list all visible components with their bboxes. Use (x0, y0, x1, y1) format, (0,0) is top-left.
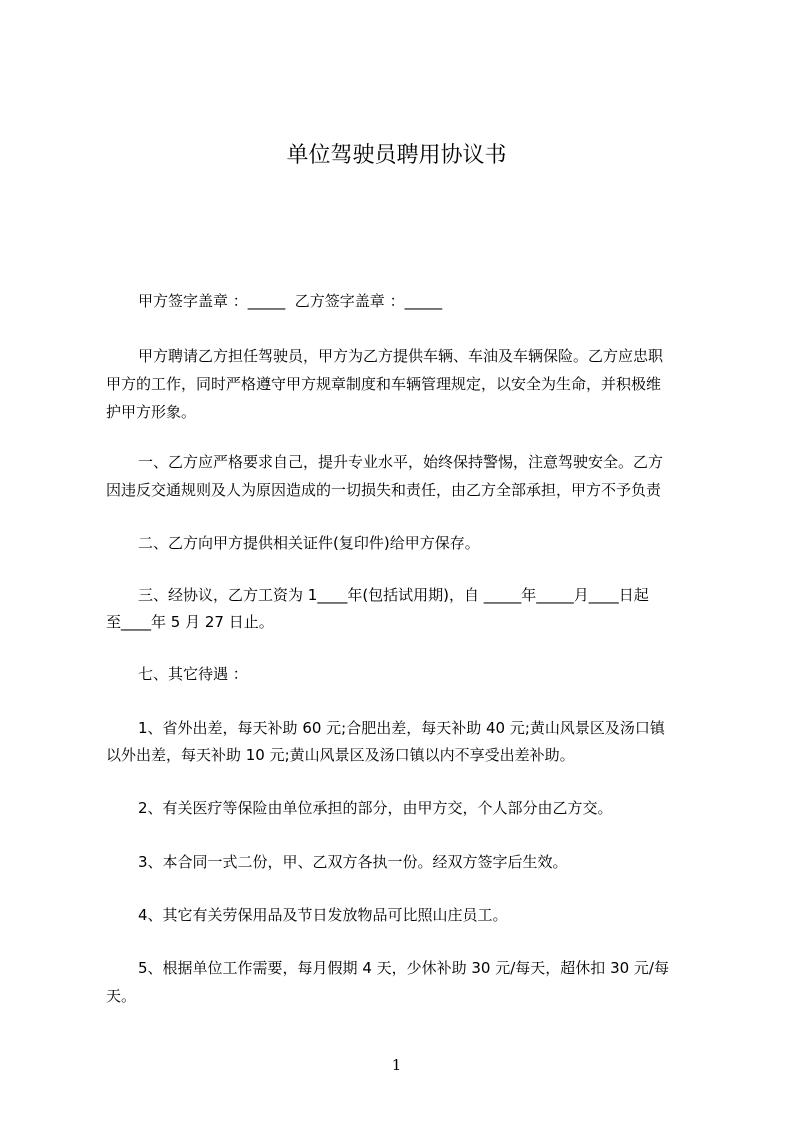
item-3: 3、本合同一式二份，甲、乙双方各执一份。经双方签字后生效。 (138, 853, 568, 871)
item-2: 2、有关医疗等保险由单位承担的部分，由甲方交，个人部分由乙方交。 (138, 799, 613, 817)
item-1-line-1: 1、省外出差，每天补助 60 元;合肥出差，每天补助 40 元;黄山风景区及汤口镇 (138, 719, 665, 737)
document-title: 单位驾驶员聘用协议书 (286, 143, 507, 168)
intro-line-1: 甲方聘请乙方担任驾驶员，甲方为乙方提供车辆、车油及车辆保险。乙方应忠职 (138, 347, 664, 365)
item-5-line-1: 5、根据单位工作需要，每月假期 4 天，少休补助 30 元/每天，超休扣 30 元/每 (138, 959, 669, 977)
clause-1-line-2: 因违反交通规则及人为原因造成的一切损失和责任，由乙方全部承担，甲方不予负责 (106, 481, 662, 499)
intro-line-3: 护甲方形象。 (106, 403, 197, 421)
clause-2: 二、乙方向甲方提供相关证件(复印件)给甲方保存。 (138, 534, 480, 552)
item-4: 4、其它有关劳保用品及节日发放物品可比照山庄员工。 (138, 906, 508, 924)
clause-3-line-1: 三、经协议，乙方工资为 1____年(包括试用期)，自 _____年_____月____日起 (138, 586, 649, 604)
clause-3-line-2: 至____年 5 月 27 日止。 (106, 613, 274, 631)
page-number: 1 (391, 1056, 402, 1074)
item-1-line-2: 以外出差，每天补助 10 元;黄山风景区及汤口镇以内不享受出差补助。 (106, 746, 575, 764)
signature-line: 甲方签字盖章 ：_____ 乙方签字盖章 ：_____ (138, 292, 443, 310)
clause-7-heading: 七、其它待遇 ： (138, 665, 248, 683)
item-5-line-2: 天。 (106, 987, 137, 1005)
intro-line-2: 甲方的工作，同时严格遵守甲方规章制度和车辆管理规定，以安全为生命，并积极维 (106, 375, 662, 393)
clause-1-line-1: 一、乙方应严格要求自己，提升专业水平，始终保持警惕，注意驾驶安全。乙方 (138, 453, 664, 471)
